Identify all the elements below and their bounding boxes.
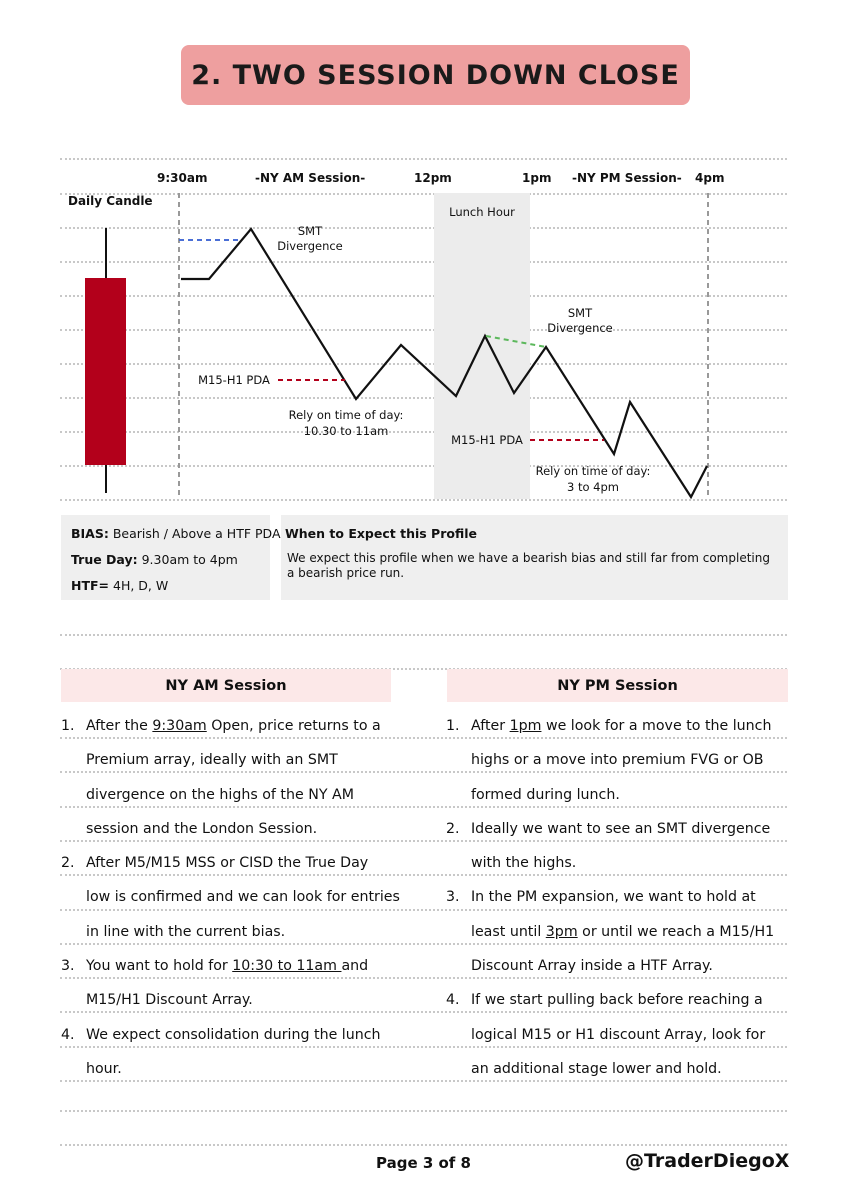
list-item [61, 709, 421, 846]
text-segment: If we start pulling back before reaching a [471, 992, 763, 1009]
list-item-line [86, 846, 421, 880]
ny-am-session-label: -NY AM Session- [255, 171, 366, 185]
htf-label: HTF= [71, 578, 110, 593]
list-item-number: 3. [61, 958, 75, 975]
text-segment: or until we reach a M15/H1 [577, 923, 775, 940]
list-item-line [471, 949, 791, 983]
smt-1-label-line1: SMT [297, 224, 323, 238]
list-item-number: 1. [61, 718, 75, 734]
smt-2-label-line2: Divergence [547, 321, 613, 335]
text-segment: formed during lunch. [471, 786, 620, 803]
list-item-number: 1. [446, 718, 460, 734]
htf-value: 4H, D, W [113, 578, 169, 593]
when-to-expect-body: We expect this profile when we have a bearish bias and still far from completing a bearish price run. [287, 551, 770, 580]
list-item-line [86, 983, 421, 1017]
underlined-time: 9:30am [152, 718, 207, 734]
time-1pm: 1pm [522, 171, 552, 185]
rely-1-line2: 10.30 to 11am [303, 424, 389, 438]
when-to-expect-title: When to Expect this Profile [285, 526, 477, 541]
list-item-line [471, 778, 791, 812]
text-segment: logical M15 or H1 discount Array, look for [471, 1026, 766, 1043]
list-item-line [86, 743, 421, 777]
text-segment: After the [86, 718, 153, 734]
page-title: 2. TWO SESSION DOWN CLOSE [181, 45, 690, 105]
list-item-line [86, 915, 421, 949]
text-segment: least until [471, 923, 546, 940]
list-item [61, 949, 421, 1018]
text-segment: highs or a move into premium FVG or OB [471, 752, 764, 769]
ny-am-steps-list [61, 709, 421, 1086]
text-segment: we look for a move to the lunch [541, 718, 772, 734]
true-day-value: 9.30am to 4pm [141, 552, 238, 567]
list-item-line [471, 983, 791, 1017]
list-item-number: 4. [61, 1026, 75, 1043]
list-item-line [471, 709, 791, 743]
list-item-line [471, 1018, 791, 1052]
text-segment: Premium array, ideally with an SMT [86, 752, 338, 769]
text-segment: After M5/M15 MSS or CISD the True Day [86, 855, 369, 872]
daily-candle-body [85, 278, 126, 465]
list-item-line [86, 778, 421, 812]
list-item [446, 812, 791, 881]
time-12pm: 12pm [414, 171, 452, 185]
list-item-line [471, 846, 791, 880]
time-930: 9:30am [157, 171, 208, 185]
list-item-line [86, 1018, 421, 1052]
text-segment: an additional stage lower and hold. [471, 1060, 722, 1077]
list-item [61, 1018, 421, 1087]
text-segment: You want to hold for [86, 958, 233, 975]
smt-1-label-line2: Divergence [277, 239, 343, 253]
list-item-line [471, 880, 791, 914]
rely-2-line1: Rely on time of day: [535, 464, 651, 478]
session-diagram [0, 0, 849, 510]
text-segment: Discount Array inside a HTF Array. [471, 958, 713, 975]
text-segment: In the PM expansion, we want to hold at [471, 889, 756, 906]
when-to-expect-box [281, 515, 788, 600]
text-segment: M15/H1 Discount Array. [86, 992, 253, 1009]
list-item [446, 880, 791, 983]
list-item-number: 2. [61, 855, 75, 872]
ny-am-session-header: NY AM Session [61, 669, 391, 702]
bias-info-box [61, 515, 281, 600]
text-segment: session and the London Session. [86, 820, 318, 837]
bias-label: BIAS: [71, 526, 109, 541]
text-segment: After [471, 718, 510, 734]
rely-1-line1: Rely on time of day: [288, 408, 404, 422]
underlined-time: 10:30 to 11am [232, 958, 342, 975]
rely-2-line2: 3 to 4pm [567, 480, 619, 494]
list-item-line [86, 812, 421, 846]
ny-pm-session-header: NY PM Session [447, 669, 788, 702]
list-item-line [471, 915, 791, 949]
list-item-number: 2. [446, 820, 460, 837]
text-segment: low is confirmed and we can look for entries [86, 889, 400, 906]
pda-1-label: M15-H1 PDA [198, 373, 270, 387]
text-segment: divergence on the highs of the NY AM [86, 786, 354, 803]
underlined-time: 1pm [509, 718, 542, 734]
text-segment: hour. [86, 1060, 122, 1077]
text-segment: with the highs. [471, 855, 577, 872]
list-item-line [471, 812, 791, 846]
underlined-time: 3pm [545, 923, 578, 940]
list-item [446, 709, 791, 812]
time-4pm: 4pm [695, 171, 725, 185]
list-item-line [86, 880, 421, 914]
lunch-hour-label: Lunch Hour [449, 205, 515, 219]
pda-2-label: M15-H1 PDA [451, 433, 523, 447]
list-item [446, 983, 791, 1086]
text-segment: Open, price returns to a [206, 718, 381, 734]
list-item-number: 4. [446, 992, 460, 1009]
text-segment: We expect consolidation during the lunch [86, 1026, 381, 1043]
list-item-line [86, 1052, 421, 1086]
true-day-label: True Day: [71, 552, 138, 567]
list-item-line [471, 743, 791, 777]
ny-pm-session-label: -NY PM Session- [572, 171, 682, 185]
lunch-hour-shade [434, 193, 530, 499]
smt-2-label-line1: SMT [567, 306, 593, 320]
list-item [61, 846, 421, 949]
text-segment: and [341, 958, 369, 975]
list-item-number: 3. [446, 889, 460, 906]
list-item-line [86, 709, 421, 743]
author-handle: @TraderDiegoX [625, 1150, 790, 1172]
bias-value: Bearish / Above a HTF PDA [112, 526, 281, 541]
page-number: Page 3 of 8 [376, 1154, 471, 1172]
daily-candle-label: Daily Candle [68, 194, 153, 208]
ny-pm-steps-list [446, 709, 791, 1086]
text-segment: Ideally we want to see an SMT divergence [471, 820, 771, 837]
list-item-line [471, 1052, 791, 1086]
text-segment: in line with the current bias. [86, 923, 286, 940]
list-item-line [86, 949, 421, 983]
